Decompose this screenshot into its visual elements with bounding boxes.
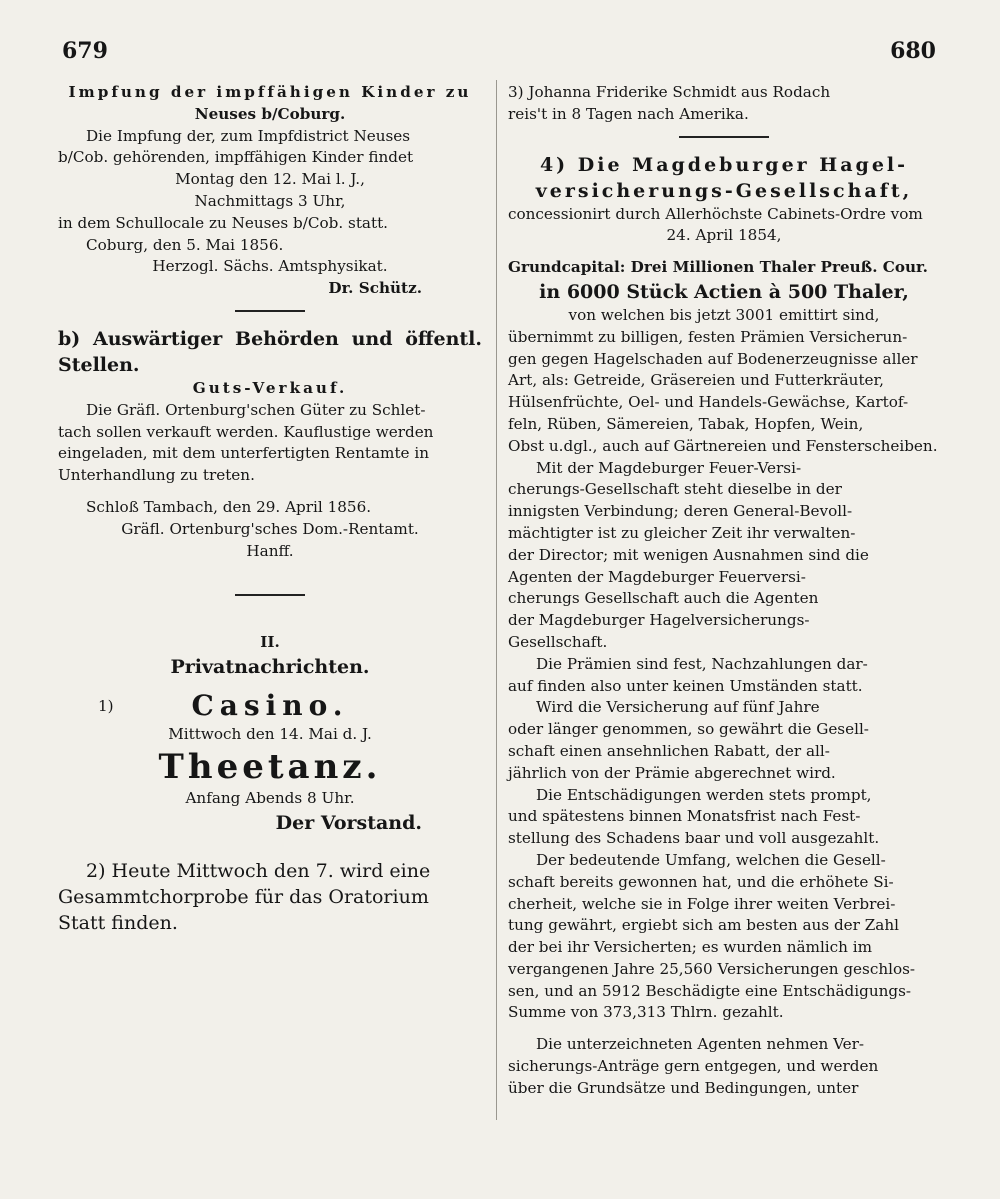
text-line: der Magdeburger Hagelversicherungs- [508,611,810,630]
text-line: Die Entschädigungen werden stets prompt, [536,785,872,804]
section-ii-heading: Privatnachrichten. [170,656,370,679]
paragraph-coverage [508,327,940,458]
emitted-line: von welchen bis jetzt 3001 emittirt sind, [568,305,880,324]
emigration-line-1: 3) Johanna Friderike Schmidt aus Rodach [508,83,831,101]
text-line: Die unterzeichneten Agenten nehmen Ver- [536,1035,865,1054]
text-line: Wird die Versicherung auf fünf Jahre [536,698,820,717]
text-line: gen gegen Hagelschaden auf Bodenerzeugnisse aller [508,349,918,368]
emigration-line-2: reis't in 8 Tagen nach Amerika. [508,104,749,123]
text-line: cherheit, welche sie in Folge ihrer weiten Verbrei- [508,894,896,913]
spacer [58,487,482,497]
casino-number: 1) [98,697,114,716]
text-line: sen, und an 5912 Beschädigte eine Entschädigungs- [508,981,912,1000]
text-line: cherungs Gesellschaft auch die Agenten [508,589,819,608]
impfung-body-cont: b/Cob. gehörenden, impffähigen Kinder findet [58,148,414,167]
text-line: schaft einen ansehnlichen Rabatt, der all- [508,741,830,760]
text-line: der bei ihr Versicherten; es wurden nämlich im [508,938,873,957]
verkauf-body-4: Unterhandlung zu treten. [58,466,255,485]
text-line: tung gewährt, ergiebt sich am besten aus der Zahl [508,916,900,935]
magdeburger-title: 4) Die Magdeburger Hagel- [539,153,909,176]
verkauf-place-date: Schloß Tambach, den 29. April 1856. [86,497,372,516]
text-line: innigsten Verbindung; deren General-Bevoll- [508,502,853,521]
page-number-left: 679 [62,38,108,64]
casino-date: Mittwoch den 14. Mai d. J. [168,725,372,744]
text-line: oder länger genommen, so gewährt die Gesell- [508,720,869,739]
paragraph-statistics [508,850,940,1024]
text-line: Art, als: Getreide, Gräsereien und Futterkräuter, [508,371,884,390]
probe-line-2: Gesammtchorprobe für das Oratorium [58,885,429,908]
impfung-signature: Dr. Schütz. [328,279,422,298]
concession-line-1: concessionirt durch Allerhöchste Cabinets-Ordre vom [508,204,923,223]
paragraph-fire-insurance [508,458,940,654]
impfung-authority: Herzogl. Sächs. Amtsphysikat. [152,257,388,276]
text-line: jährlich von der Prämie abgerechnet wird. [508,763,836,782]
spacer [508,1024,940,1034]
text-line: Die Prämien sind fest, Nachzahlungen dar- [536,654,868,673]
separator-rule [235,310,305,312]
probe-notice [58,858,482,936]
casino-start: Anfang Abends 8 Uhr. [185,788,355,807]
impfung-notice [58,82,482,300]
column-divider [496,80,497,1120]
text-line: auf finden also unter keinen Umständen statt. [508,676,863,695]
text-line: Mit der Magdeburger Feuer-Versi- [536,458,802,477]
paragraph-compensation [508,785,940,850]
impfung-title: Impfung der impffähigen Kinder zu [68,83,472,101]
section-b-heading: b) Auswärtiger Behörden und öffentl. Stellen. [58,327,482,376]
concession-line-2: 24. April 1854, [666,226,782,245]
casino-signature: Der Vorstand. [275,811,422,834]
spacer [508,247,940,257]
magdeburger-notice [508,152,940,1100]
verkauf-title: Guts-Verkauf. [192,378,348,397]
spacer [58,562,482,584]
page-number-right: 680 [890,38,936,64]
verkauf-signature: Hanff. [246,541,294,560]
text-line: übernimmt zu billigen, festen Prämien Versicherun- [508,327,908,346]
text-line: vergangenen Jahre 25,560 Versicherungen geschlos- [508,959,916,978]
section-ii-numeral: II. [260,633,280,652]
text-line: Obst u.dgl., auch auf Gärtnereien und Fensterscheiben. [508,436,938,455]
emigration-notice [508,82,940,126]
verkauf-body-3: eingeladen, mit dem unterfertigten Rentamte in [58,444,430,463]
verkauf-body-2: tach sollen verkauft werden. Kauflustige werden [58,422,434,441]
probe-line-1: 2) Heute Mittwoch den 7. wird eine [86,859,431,882]
verkauf-body-1: Die Gräfl. Ortenburg'schen Güter zu Schlet- [86,400,426,419]
spacer [58,610,482,632]
casino-event: Theetanz. [158,746,382,787]
impfung-title-cont: Neuses b/Coburg. [194,104,346,123]
left-column [58,82,482,936]
text-line: über die Grundsätze und Bedingungen, unter [508,1078,859,1097]
impfung-date: Montag den 12. Mai l. J., [175,170,365,189]
text-line: Gesellschaft. [508,632,608,651]
paragraph-agents [508,1034,940,1099]
probe-line-3: Statt finden. [58,911,178,934]
text-line: Hülsenfrüchte, Oel- und Handels-Gewächse, Kartof- [508,393,909,412]
text-line: schaft bereits gewonnen hat, und die erhöhete Si- [508,872,894,891]
capital-line-1: Grundcapital: Drei Millionen Thaler Preuß. Cour. [508,258,928,277]
paragraph-premiums [508,654,940,698]
casino-title-row [58,688,482,724]
paragraph-discount [508,697,940,784]
impfung-place: in dem Schullocale zu Neuses b/Cob. statt. [58,213,389,232]
casino-notice [58,688,482,836]
text-line: der Director; mit wenigen Ausnahmen sind die [508,545,869,564]
capital-line-2: in 6000 Stück Actien à 500 Thaler, [539,280,909,303]
separator-rule [679,136,769,138]
magdeburger-title-cont: versicherungs-Gesellschaft, [535,179,913,202]
text-line: feln, Rüben, Sämereien, Tabak, Hopfen, Wein, [508,414,864,433]
text-line: cherungs-Gesellschaft steht dieselbe in der [508,480,842,499]
text-line: stellung des Schadens baar und voll ausgezahlt. [508,829,880,848]
text-line: und spätestens binnen Monatsfrist nach Fest- [508,807,861,826]
casino-title: Casino. [191,689,349,723]
spacer [58,836,482,858]
impfung-place-date: Coburg, den 5. Mai 1856. [86,235,284,254]
verkauf-authority: Gräfl. Ortenburg'sches Dom.-Rentamt. [121,519,419,538]
text-line: sicherungs-Anträge gern entgegen, und werden [508,1057,879,1076]
right-column [508,82,940,1100]
impfung-time: Nachmittags 3 Uhr, [194,191,346,210]
text-line: Der bedeutende Umfang, welchen die Gesell- [536,850,886,869]
guts-verkauf-notice [58,378,482,562]
impfung-body: Die Impfung der, zum Impfdistrict Neuses [86,126,411,145]
text-line: mächtigter ist zu gleicher Zeit ihr verwalten- [508,523,856,542]
text-line: Summe von 373,313 Thlrn. gezahlt. [508,1003,784,1022]
text-line: Agenten der Magdeburger Feuerversi- [508,567,806,586]
separator-rule [235,594,305,596]
